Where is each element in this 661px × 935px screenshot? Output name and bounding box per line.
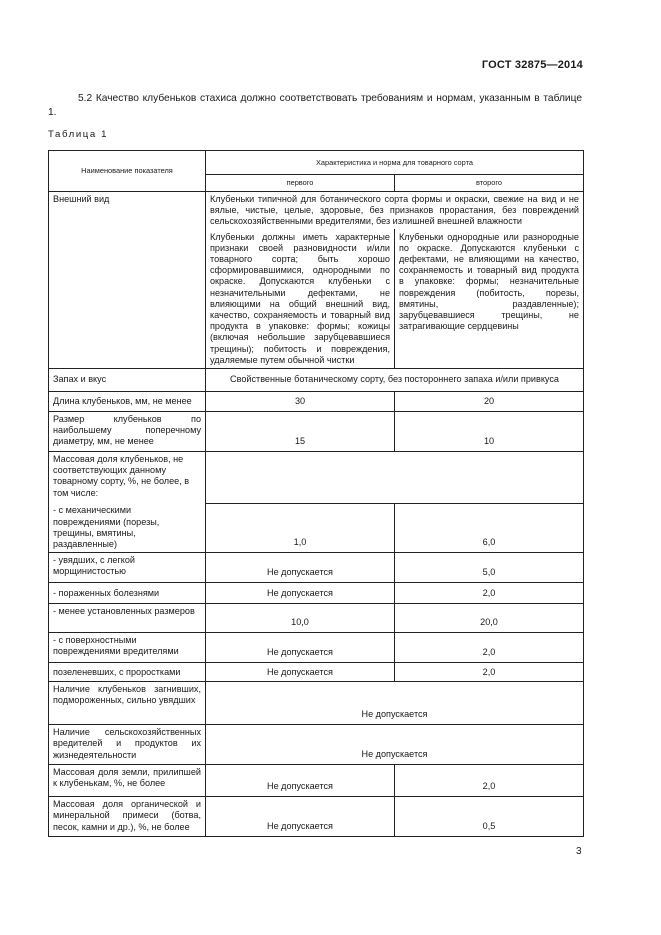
- value-second: 10: [395, 411, 584, 451]
- value-first: 10,0: [206, 604, 395, 633]
- row-name: - менее установленных размеров: [49, 604, 206, 633]
- value-second: 5,0: [395, 553, 584, 583]
- soil-first: Не допускается: [206, 765, 395, 797]
- value-first: Не допускается: [206, 583, 395, 604]
- row-name: - увядших, с легкой морщинистостью: [49, 553, 206, 583]
- value-first: Не допускается: [206, 633, 395, 663]
- row-name: позеленевших, с проростками: [49, 663, 206, 682]
- value-second: 6,0: [395, 503, 584, 552]
- value-second: 2,0: [395, 583, 584, 604]
- table-row: [49, 633, 584, 663]
- value-second: 2,0: [395, 633, 584, 663]
- row-name: - пораженных болезнями: [49, 583, 206, 604]
- pests-value: Не допускается: [206, 725, 584, 765]
- value-first: [206, 451, 584, 503]
- value-first: 15: [206, 411, 395, 451]
- row-name: - с поверхностными повреждениями вредителями: [49, 633, 206, 663]
- value-first: 30: [206, 391, 395, 411]
- organic-first: Не допускается: [206, 797, 395, 837]
- column-header-first: первого: [206, 175, 395, 192]
- value-first: Не допускается: [206, 553, 395, 583]
- row-name: Массовая доля клубеньков, не соответствующих данному товарному сорту, %, не более, в том числе:: [49, 451, 206, 503]
- standard-number: ГОСТ 32875—2014: [481, 59, 583, 71]
- soil-second: 2,0: [395, 765, 584, 797]
- row-name-pests: Наличие сельскохозяйственных вредителей и продуктов их жизнедеятельности: [49, 725, 206, 765]
- value-second: 20: [395, 391, 584, 411]
- appearance-second: Клубеньки однородные или разнородные по окраске. Допускаются клубеньки с дефектами, не влияющими на качество, сохраняемость и товарный вид продукта в упаковке: формы; незначительные повреждения (побитость, порезы, вмятины, раздавленные); зарубцевавшиеся трещины, не затрагивающие сердцевины: [395, 229, 584, 369]
- table-row: [49, 503, 584, 552]
- row-name: Длина клубеньков, мм, не менее: [49, 391, 206, 411]
- appearance-first: Клубеньки должны иметь характерные признаки своей разновидности и/или товарного сорта; быть хорошо сформировавшимися, однородными по окраске. Допускаются клубеньки с незначительными дефектами, не влияющими на общий внешний вид, качество, сохраняемость и товарный вид продукта в упаковке: формы; кожицы (включая небольшие зарубцевавшиеся трещины); побитость и повреждения, удаляемые путем обычной чистки: [206, 229, 395, 369]
- table-row: [49, 663, 584, 682]
- value-second: 20,0: [395, 604, 584, 633]
- table-row: [49, 553, 584, 583]
- row-name-smell: Запах и вкус: [49, 368, 206, 391]
- column-header-second: второго: [395, 175, 584, 192]
- column-header-group: Характеристика и норма для товарного сорта: [206, 151, 584, 175]
- row-name: - с механическими повреждениями (порезы, трещины, вмятины, раздавленные): [49, 503, 206, 552]
- column-header-indicator: Наименование показателя: [49, 151, 206, 192]
- quality-table: [48, 150, 584, 837]
- row-name-rotten: Наличие клубеньков загнивших, подмороженных, сильно увядших: [49, 682, 206, 725]
- smell-value: Свойственные ботаническому сорту, без постороннего запаха и/или привкуса: [206, 368, 584, 391]
- table-row: [49, 411, 584, 451]
- organic-second: 0,5: [395, 797, 584, 837]
- table-row: [49, 583, 584, 604]
- page-number: 3: [576, 846, 582, 857]
- table-row: [49, 604, 584, 633]
- value-second: 2,0: [395, 663, 584, 682]
- table-row: [49, 391, 584, 411]
- appearance-common: Клубеньки типичной для ботанического сорта формы и окраски, свежие на вид и не вялые, чистые, целые, здоровые, без признаков прорастания, без повреждений сельскохозяйственными вредителями, без излишней внешней влажности: [206, 192, 584, 229]
- table-caption: Таблица 1: [48, 129, 109, 140]
- intro-paragraph: 5.2 Качество клубеньков стахиса должно соответствовать требованиям и нормам, указанным в таблице 1.: [48, 93, 582, 118]
- value-first: Не допускается: [206, 663, 395, 682]
- value-first: 1,0: [206, 503, 395, 552]
- row-name-soil: Массовая доля земли, прилипшей к клубенькам, %, не более: [49, 765, 206, 797]
- table-row: [49, 451, 584, 503]
- row-name-organic: Массовая доля органической и минеральной примеси (ботва, песок, камни и др.), %, не более: [49, 797, 206, 837]
- rotten-value: Не допускается: [206, 682, 584, 725]
- row-name: Размер клубеньков по наибольшему поперечному диаметру, мм, не менее: [49, 411, 206, 451]
- row-name-appearance: Внешний вид: [49, 192, 206, 369]
